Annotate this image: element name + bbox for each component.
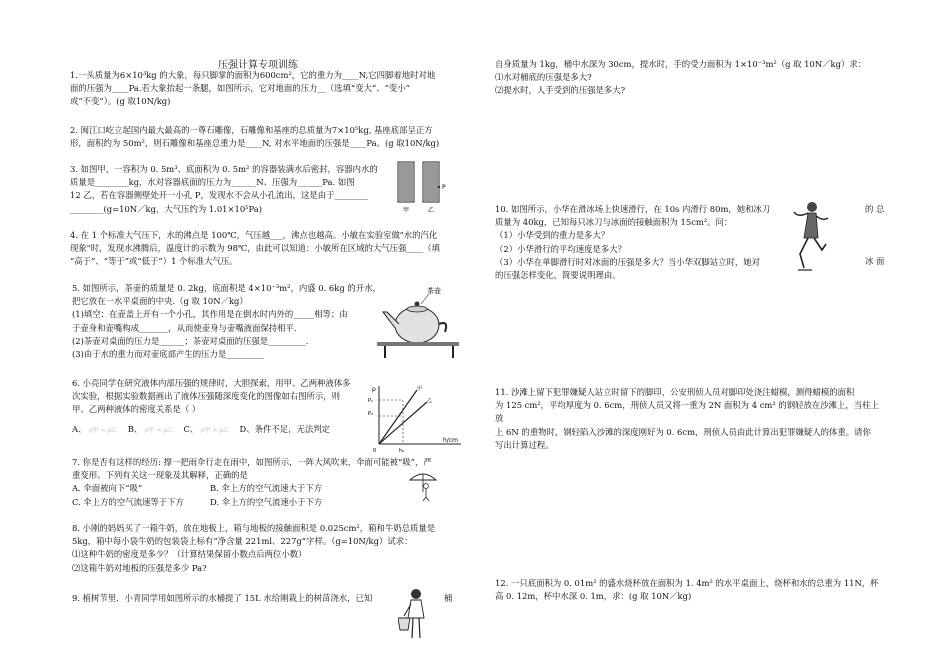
question-6-options: A、 ρ甲 < ρ乙 B、 ρ甲 = ρ乙 C、 ρ甲 > ρ乙 D、条件不足，无法判定 — [72, 423, 330, 434]
teapot-label: 茶壶 — [427, 287, 441, 295]
question-3: 3. 如图甲，一容积为 0. 5m³、底面积为 0. 5m² 的容器装满水后密封，容器内水的 质量是________kg，水对容器底面的压力为______N、压强为______Pa. 如图 12 乙，若在容器侧壁处开一小孔 P，发现水不会从小孔流出，这是由于________ ________(g=10N／kg，大气压约为 1.01×10⁵Pa) — [70, 164, 378, 214]
option-7a: A. 伞面被向下“吸” — [72, 483, 143, 494]
figure-label-jia: 甲 — [403, 207, 410, 214]
svg-text:0: 0 — [373, 448, 377, 454]
question-1: 1.一头质量为6×10³kg 的大象，每只脚掌的面积为600cm²，它的重力为____N,它四脚着地时对地 面的压强为____Pa.若大象抬起一条腿，如图所示，它对地面的压力__（选填“变大”、“变小” 或“不变”）。(g 取10N/kg) — [70, 70, 436, 107]
question-9-continued: 自身质量为 1kg，桶中水深为 30cm，提水时，手的受力面积为 1×10⁻³m²（g 取 10N／kg）求： ⑴水对桶底的压强是多大? ⑵提水时，人手受到的压强是多大? — [495, 59, 867, 96]
question-2: 2. 闽江口屹立起国内最大最高的一尊石雕像，石雕像和基座的总质量为7×10⁵kg, 基座底部呈正方 形，面积约为 50m²，则石雕像和基座总重力是____N, 对水平地面的压强是____Pa。(g 取10N/kg) — [70, 125, 440, 149]
option-7d: D. 伞上方的空气流速小于下方 — [210, 496, 323, 507]
question-9: 9. 植树节里．小青同学用如图所示的水桶提了 15L 水给刚栽上的树苗浇水，已知 桶 — [72, 593, 453, 603]
svg-text:P₁: P₁ — [368, 398, 374, 404]
page-title: 压强计算专项训练 — [218, 60, 298, 71]
option-c: C、 — [183, 423, 199, 434]
pressure-depth-graph — [367, 382, 465, 454]
question-11: 11. 沙滩上留下犯罪嫌疑人站立时留下的脚印，公安刑侦人员对脚印处浇注蜡模，测得蜡模的面积 为 125 cm²，平均厚度为 0. 6cm，刑侦人员又将一重为 2N 面积为 4 cm² 的钢轻放在沙滩上，当柱上放 上 6N 的重物时，钢轻陷入沙滩的深度刚好为 0. 6cm，刑侦人员由此计算出犯罪嫌疑人的体重。请你 写出计算过程。 — [495, 387, 879, 450]
question-12: 12. 一只底面积为 0. 01m² 的盛水烧杯放在面积为 1. 4m² 的水平桌面上，烧杯和水的总重为 11N，杯 高 0. 12m，杯中水深 0. 1m，求：(g 取 10N／kg) — [495, 578, 879, 602]
option-d: D、条件不足，无法判定 — [239, 423, 330, 434]
svg-text:甲: 甲 — [417, 386, 423, 392]
svg-text:p: p — [372, 386, 376, 393]
container-figure — [395, 159, 455, 215]
question-10: 10. 如图所示，小华在滑冰场上快速滑行，在 10s 内滑行 80m，她和冰刀 的 总 质量为 40kg，已知每只冰刀与冰面的接触面积为 15cm²。问： （1）小华受到的重力是多大？ （2）小华滑行的平均速度是多大？ （3）小华在单脚滑行时对冰面的压强是多大？当小华双脚站立时，她对 冰 面 的压强怎样变化，简要说明理由。 — [495, 204, 885, 281]
teapot-figure — [375, 282, 463, 360]
question-8: 8. 小刚的妈妈买了一箱牛奶，放在地板上，箱与地板的接触面积是 0.025cm²，箱和牛奶总质量是 5kg，箱中每小袋牛奶的包装袋上标有“净含量 221ml、227g”字样。（g=10N/kg）试求： ⑴这种牛奶的密度是多少？（计算结果保留小数点后两位小数） ⑵这箱牛奶对地板的压强是多少 Pa? — [72, 523, 436, 573]
option-b: B、 — [127, 423, 143, 434]
svg-text:P₂: P₂ — [368, 411, 374, 417]
option-a: A、 — [72, 423, 87, 434]
question-6: 6. 小亮同学在研究液体内部压强的规律时，大胆探索，用甲、乙两种液体多 次实验，根据实验数据画出了液体压强随深度变化的图像如右图所示，则 甲、乙两种液体的密度关系是（ ） A、 ρ甲 < ρ乙 B、 ρ甲 = ρ乙 C、 ρ甲 > ρ乙 D、条件不足，无法判定 — [72, 377, 351, 437]
skater-figure — [788, 198, 832, 278]
option-7b: B. 伞上方的空气流速大于下方 — [210, 483, 322, 494]
umbrella-figure — [408, 466, 438, 502]
option-7c: C. 伞上方的空气流速等于下方 — [72, 496, 184, 507]
question-4: 4. 在 1 个标准大气压下，水的沸点是 100℃，气压越___，沸点也越高。小敏在实验室做"水的汽化 现象"时，发现水沸腾后，温度计的示数为 98℃，由此可以知道：小敏所在区域的大气压强____（填 “高于”、“等于”或“低于”）1 个标准大气压。 — [70, 230, 440, 267]
svg-text:乙: 乙 — [427, 398, 433, 404]
bucket-person-figure — [398, 586, 434, 642]
svg-text:h₀: h₀ — [399, 448, 405, 454]
question-7: 7. 你是否有这样的经历: 撑一把雨伞行走在雨中，如图所示，一阵大风吹来，伞面可能被“吸”，严 重变形。下列有关这一现象及其解释，正确的是 A. 伞面被向下“吸” B. 伞上方的空气流速大于下方 C. 伞上方的空气流速等于下方 D. 伞上方的空气流速小于下方 — [72, 456, 432, 509]
question-5: 5. 如图所示，茶壶的质量是 0. 2kg，底面积是 4×10⁻³m²，内盛 0. 6kg 的开水， 把它放在一水平桌面的中央.（g 取 10N／kg） (1)填空：在壶盖上开有一个小孔，其作用是在倒水时内外的_____相等；由 于壶身和壶嘴构成_______，从而使壶身与壶嘴液面保持相平. (2)茶壶对桌面的压力是______；茶壶对桌面的压强是_________. (3)由于水的重力而对壶底部产生的压力是_________ — [72, 283, 381, 360]
figure-label-yi: 乙 — [428, 207, 435, 214]
svg-text:h/cm: h/cm — [443, 437, 458, 444]
figure-label-p: P — [442, 184, 446, 191]
